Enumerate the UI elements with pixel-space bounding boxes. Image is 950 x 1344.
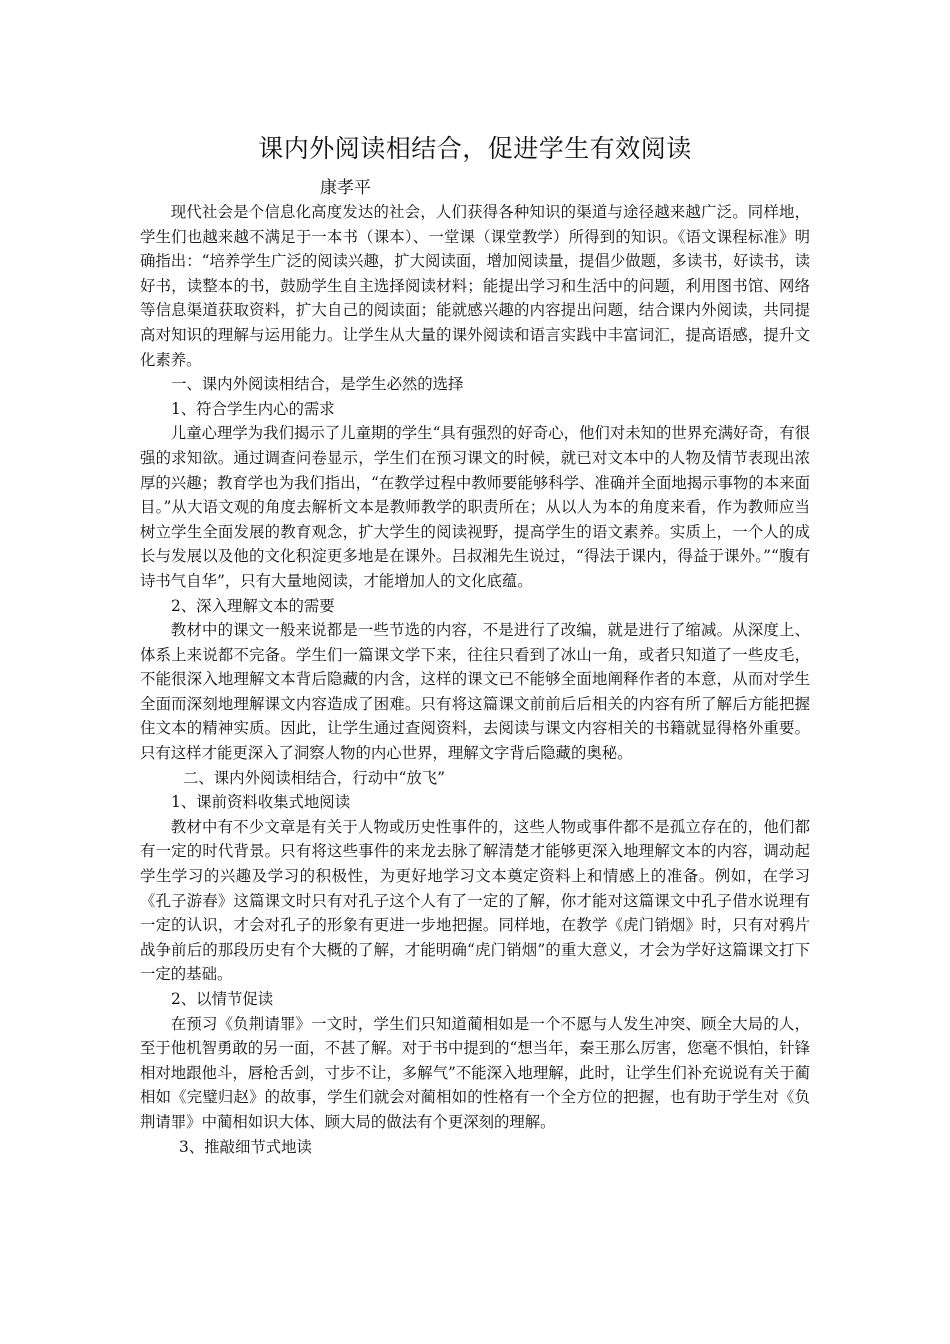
- document-title: 课内外阅读相结合，促进学生有效阅读: [258, 134, 692, 163]
- section-heading-1: 一、课内外阅读相结合，是学生必然的选择: [171, 375, 464, 394]
- paragraph-1-1: 儿童心理学为我们揭示了儿童期的学生“具有强烈的好奇心，他们对未知的世界充满好奇，有很强的求知欲。通过调查问卷显示，学生们在预习课文的时候，就已对文本中的人物及情节表现出浓厚的兴趣；教育学也为我们指出，“在教学过程中教师要能够科学、准确并全面地揭示事物的本来面目。”从大语文观的角度去解析文本是教师教学的职责所在；从以人为本的角度来看，作为教师应当树立学生全面发展的教育观念，扩大学生的阅读视野，提高学生的语文素养。实质上，一个人的成长与发展以及他的文化积淀更多地是在课外。吕叔湘先生说过，“得法于课内，得益于课外。”“腹有诗书气自华”，只有大量地阅读，才能增加人的文化底蕴。: [140, 424, 810, 590]
- paragraph-2-1: 教材中有不少文章是有关于人物或历史性事件的，这些人物或事件都不是孤立存在的，他们都有一定的时代背景。只有将这些事件的来龙去脉了解清楚才能够更深入地理解文本的内容，调动起学生学习的兴趣及学习的积极性，为更好地学习文本奠定资料上和情感上的准备。例如，在学习《孔子游春》这篇课文时只有对孔子这个人有了一定的了解，你才能对这篇课文中孔子借水说理有一定的认识，才会对孔子的形象有更进一步地把握。同样地，在教学《虎门销烟》时，只有对鸦片战争前后的那段历史有个大概的了解，才能明确“虎门销烟”的重大意义，才会为学好这篇课文打下一定的基础。: [140, 817, 810, 984]
- document-body: [140, 200, 810, 1159]
- author-name: 康孝平: [320, 178, 371, 198]
- subsection-heading-2-1: 1、课前资料收集式地阅读: [171, 793, 351, 812]
- section-heading-2: 二、课内外阅读相结合，行动中“放飞”: [183, 768, 445, 787]
- intro-paragraph: 现代社会是个信息化高度发达的社会，人们获得各种知识的渠道与途径越来越广泛。同样地，学生们也越来越不满足于一本书（课本）、一堂课（课堂教学）所得到的知识。《语文课程标准》明确指出：“培养学生广泛的阅读兴趣，扩大阅读面，增加阅读量，提倡少做题，多读书，好读书，读好书，读整本的书，鼓励学生自主选择阅读材料；能提出学习和生活中的问题，利用图书馆、网络等信息渠道获取资料，扩大自己的阅读面；能就感兴趣的内容提出问题，结合课内外阅读，共同提高对知识的理解与运用能力。让学生从大量的课外阅读和语言实践中丰富词汇，提高语感，提升文化素养。: [140, 203, 810, 369]
- paragraph-1-2: 教材中的课文一般来说都是一些节选的内容，不是进行了改编，就是进行了缩减。从深度上、体系上来说都不完备。学生们一篇课文学下来，往往只看到了冰山一角，或者只知道了一些皮毛，不能很深入地理解文本背后隐藏的内含，这样的课文已不能够全面地阐释作者的本意，从而对学生全面而深刻地理解课文内容造成了困难。只有将这篇课文前前后后相关的内容有所了解后方能把握住文本的精神实质。因此，让学生通过查阅资料，去阅读与课文内容相关的书籍就显得格外重要。只有这样才能更深入了洞察人物的内心世界，理解文字背后隐藏的奥秘。: [140, 621, 810, 763]
- subsection-heading-1-1: 1、符合学生内心的需求: [171, 399, 335, 418]
- subsection-heading-2-3: 3、推敲细节式地读: [179, 1137, 312, 1156]
- subsection-heading-2-2: 2、以情节促读: [171, 990, 274, 1008]
- subsection-heading-1-2: 2、深入理解文本的需要: [171, 596, 335, 615]
- paragraph-2-2: 在预习《负荆请罪》一文时，学生们只知道蔺相如是一个不愿与人发生冲突、顾全大局的人，至于他机智勇敢的另一面，不甚了解。对于书中提到的“想当年，秦王那么厉害，您毫不惧怕，针锋相对地跟他斗，唇枪舌剑，寸步不让，多解气”不能深入地理解，此时，让学生们补充说说有关于蔺相如《完璧归赵》的故事，学生们就会对蔺相如的性格有一个全方位的把握，也有助于学生对《负荆请罪》中蔺相如识大体、顾大局的做法有个更深刻的理解。: [140, 1014, 810, 1131]
